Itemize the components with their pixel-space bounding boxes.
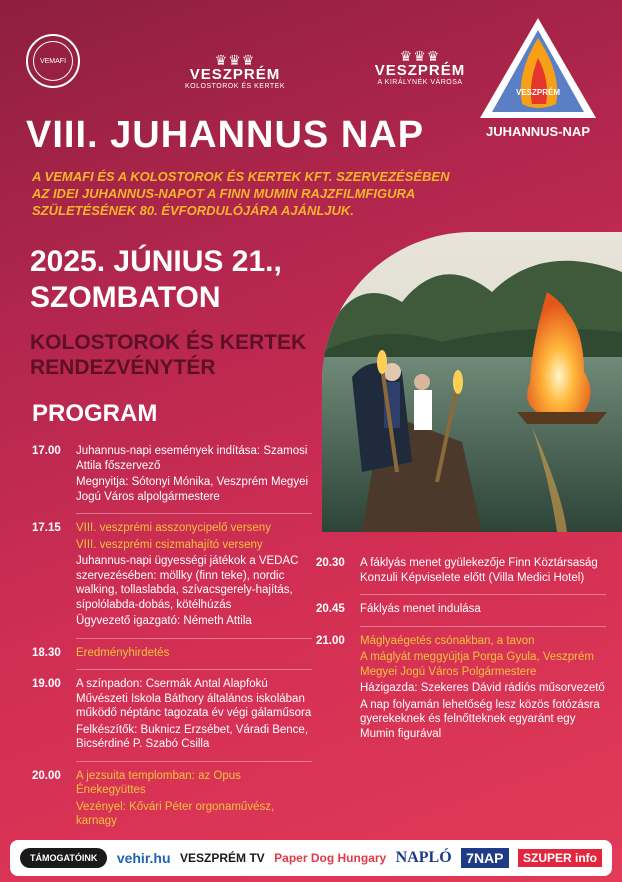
program-line: A máglyát meggyújtja Porga Gyula, Veszprém Megyei Jogú Város Polgármestere xyxy=(360,651,594,678)
jn-name-text: JUHANNUS-NAP xyxy=(485,124,590,139)
juhannus-nap-logo xyxy=(476,14,600,142)
program-time: 17.00 xyxy=(32,445,61,457)
program-time: 20.30 xyxy=(316,557,345,569)
veszprem-city-logo xyxy=(370,50,470,86)
program-line: Vezényel: Kővári Péter orgonaművész, karnagy xyxy=(76,800,275,827)
program-line: Fáklyás menet indulása xyxy=(360,603,481,615)
venue-line-1: KOLOSTOROK ÉS KERTEK xyxy=(30,331,307,354)
crown-icon: ♛♛♛ xyxy=(399,48,441,64)
sponsor-logo: Paper Dog Hungary xyxy=(274,851,387,865)
program-line: A nap folyamán lehetőség lesz közös fotózásra gyerekeknek és felnőtteknek egyaránt egy Mumin figurával xyxy=(360,698,600,740)
event-venue xyxy=(30,330,306,380)
program-line: Ügyvezető igazgató: Németh Attila xyxy=(76,615,252,627)
program-time: 21.00 xyxy=(316,634,345,647)
program-line: A színpadon: Csermák Antal Alapfokú Művészeti Iskola Báthory általános iskolában működő néptánc tagozata év végi gálaműsora xyxy=(76,678,312,719)
jn-top-text: VESZPRÉM xyxy=(515,88,560,97)
program-list-right xyxy=(316,556,606,750)
program-description xyxy=(76,677,312,754)
vemafi-seal-logo xyxy=(26,34,80,88)
logo-main-text: VESZPRÉM xyxy=(374,62,466,79)
program-line: Felkészítők: Buknicz Erzsébet, Váradi Bence, Bicsérdiné P. Szabó Csilla xyxy=(76,723,309,750)
sponsor-logo: 7NAP xyxy=(461,848,508,868)
crown-icon: ♛♛♛ xyxy=(214,52,256,68)
program-line: Máglyaégetés csónakban, a tavon xyxy=(360,634,535,647)
date-line-2: SZOMBATON xyxy=(30,281,221,314)
program-divider xyxy=(76,513,312,514)
intro-text: A VEMAFI ÉS A KOLOSTOROK ÉS KERTEK KFT. SZERVEZÉSÉBEN AZ IDEI JUHANNUS-NAPOT A FINN MUMIN RAJZFILMFIGURA SZÜLETÉSÉNEK 80. ÉVFORDULÓJÁRA AJÁNLJUK. xyxy=(32,169,450,218)
logo-main-text: VESZPRÉM xyxy=(189,66,281,83)
program-item xyxy=(316,634,606,744)
program-divider xyxy=(360,594,606,595)
program-line: Házigazda: Szekeres Dávid rádiós műsorvezető xyxy=(360,682,605,694)
program-list-left xyxy=(32,444,312,838)
program-description xyxy=(76,521,312,631)
program-description xyxy=(360,556,606,587)
sponsors-label: TÁMOGATÓINK xyxy=(20,848,107,868)
program-time: 17.15 xyxy=(32,522,61,534)
program-item xyxy=(32,677,312,754)
program-line: A jezsuita templomban: az Opus Énekegyüttes xyxy=(76,769,241,796)
program-time: 20.45 xyxy=(316,603,345,615)
program-divider xyxy=(360,626,606,627)
program-line: VIII. veszprémi asszonycipelő verseny xyxy=(76,522,271,534)
triangle-flame-icon xyxy=(476,14,600,126)
date-line-1: 2025. JÚNIUS 21., xyxy=(30,245,282,278)
program-description xyxy=(76,769,312,831)
program-time: 19.00 xyxy=(32,678,61,690)
venue-line-2: RENDEZVÉNYTÉR xyxy=(30,356,216,379)
program-item xyxy=(316,556,606,587)
program-description xyxy=(76,646,312,663)
sponsor-logo: vehir.hu xyxy=(116,850,171,866)
page-title: VIII. JUHANNUS NAP xyxy=(26,114,425,156)
sponsor-logo: SZUPER info xyxy=(518,849,602,867)
program-description xyxy=(76,444,312,506)
program-item xyxy=(316,602,606,619)
program-time: 18.30 xyxy=(32,646,61,659)
veszprem-kolostorok-logo xyxy=(170,54,300,90)
program-divider xyxy=(76,669,312,670)
program-item xyxy=(32,646,312,663)
logo-sub-text: A KIRÁLYNÉK VÁROSA xyxy=(377,79,463,86)
program-time: 20.00 xyxy=(32,769,61,782)
program-line: Megnyitja: Sótonyi Mónika, Veszprém Megyei Jogú Város alpolgármestere xyxy=(76,476,309,503)
bonfire-image xyxy=(322,232,622,532)
program-divider xyxy=(76,638,312,639)
program-item xyxy=(32,769,312,831)
bonfire-photo xyxy=(322,232,622,532)
program-item xyxy=(32,444,312,506)
logo-sub-text: KOLOSTOROK ÉS KERTEK xyxy=(185,83,285,90)
sponsor-logo: VESZPRÉM TV xyxy=(179,851,265,865)
program-line: Juhannus-napi ügyességi játékok a VEDAC szervezésében: möllky (finn teke), nordic walking, tollaslabda, szívacsgerely-hajítás, sípolólabda-dobás, kötélhúzás xyxy=(76,555,299,611)
program-description xyxy=(360,634,606,744)
program-line: VIII. veszprémi csizmahajító verseny xyxy=(76,538,263,551)
program-line: Juhannus-napi események indítása: Szamosi Attila főszervező xyxy=(76,445,308,472)
program-divider xyxy=(76,761,312,762)
program-item xyxy=(32,521,312,631)
sponsor-footer xyxy=(10,840,612,876)
program-description xyxy=(360,602,606,619)
sponsor-logo: NAPLÓ xyxy=(395,849,452,866)
event-date xyxy=(30,244,282,316)
program-heading: PROGRAM xyxy=(32,400,158,427)
program-line: A fáklyás menet gyülekezője Finn Köztársaság Konzuli Képviselete előtt (Villa Medici Hotel) xyxy=(360,557,598,584)
seal-text: VEMAFI xyxy=(39,57,67,65)
program-line: Eredményhirdetés xyxy=(76,646,170,659)
seal-inner xyxy=(33,41,73,81)
